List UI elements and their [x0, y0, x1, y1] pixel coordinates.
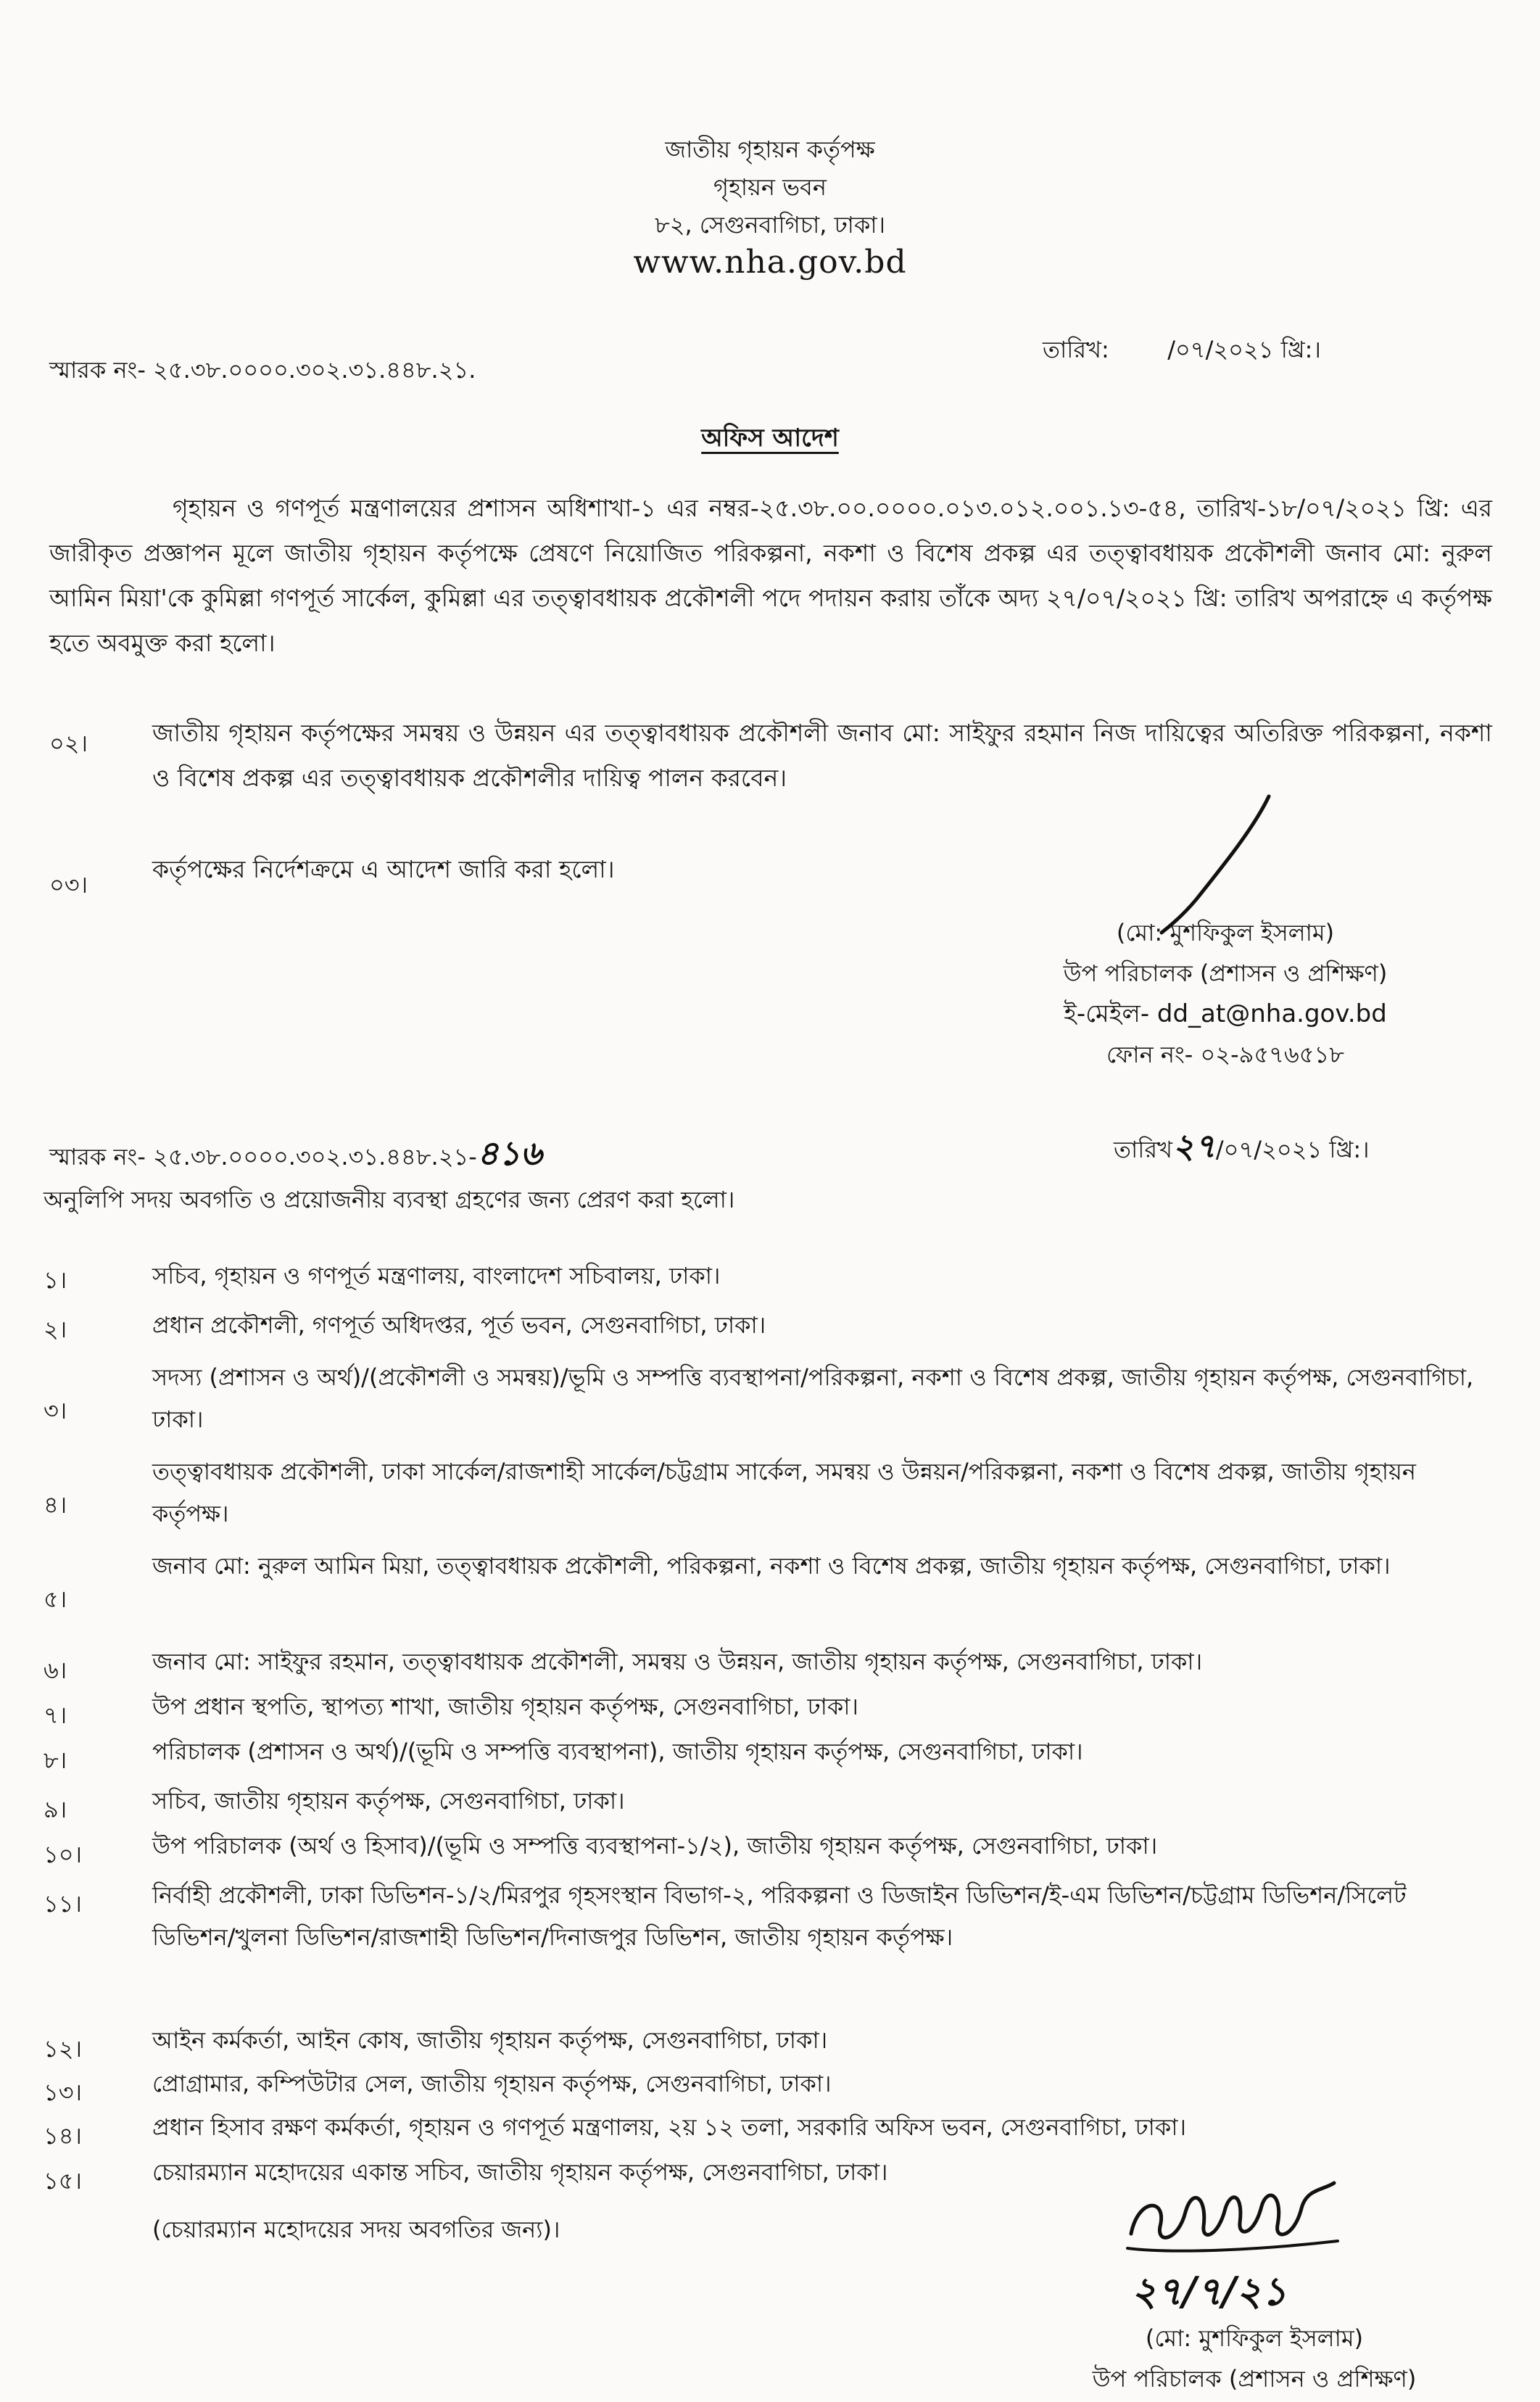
- paragraph-2-number: ০২।: [49, 730, 88, 757]
- document-title: [0, 419, 1540, 461]
- memo-2-date-value: /০৭/২০২১ খ্রি:।: [1215, 1136, 1370, 1163]
- memo-2-ref-number: স্মারক নং- ২৫.৩৮.০০০০.৩০২.৩১.৪৪৮.২১-: [49, 1143, 477, 1171]
- memo-ref-number: স্মারক নং- ২৫.৩৮.০০০০.৩০২.৩১.৪৪৮.২১.: [49, 356, 476, 384]
- memo-2-ref: [49, 1134, 542, 1173]
- memo-2-handwritten-day: ২৭: [1172, 1126, 1216, 1165]
- paragraph-3-number: ০৩।: [49, 871, 88, 899]
- org-address: ৮২, সেগুনবাগিচা, ঢাকা।: [654, 211, 886, 239]
- office-order-title: অফিস আদেশ: [701, 424, 839, 453]
- memo-2-handwritten-number: ৪১৬: [476, 1134, 542, 1173]
- memo-2-date-label: তারিখ: [1114, 1136, 1173, 1163]
- paragraph-1: গৃহায়ন ও গণপূর্ত মন্ত্রণালয়ের প্রশাসন অধিশাখা-১ এর নম্বর-২৫.৩৮.০০.০০০০.০১৩.০১২.০০১.১৩-৫৪, তারিখ-১৮/০৭/২০২১ খ্রি: এর জারীকৃত প্রজ্ঞাপন মূলে জাতীয় গৃহায়ন কর্তৃপক্ষে প্রেষণে নিয়োজিত পরিকল্পনা, নকশা ও বিশেষ প্রকল্প এর তত্ত্বাবধায়ক প্রকৌশলী জনাব মো: নুরুল আমিন মিয়া'কে কুমিল্লা গণপূর্ত সার্কেল, কুমিল্লা এর তত্ত্বাবধায়ক প্রকৌশলী পদে পদায়ন করায় তাঁকে অদ্য ২৭/০৭/২০২১ খ্রি: তারিখ অপরাহ্নে এ কর্তৃপক্ষ হতে অবমুক্ত করা হলো।: [49, 494, 1492, 657]
- document-page: জাতীয় গৃহায়ন কর্তৃপক্ষ গৃহায়ন ভবন ৮২, সেগুনবাগিচা, ঢাকা। www.nha.gov.bd স্মারক নং- ২৫.৩৮.০০০০.৩০২.৩১.৪৪৮.২১. তারিখ: /০৭/২০২১ খ্রি:। অফিস আদেশ গৃহায়ন ও গণপূর্ত মন্ত্রণালয়ের প্রশাসন অধিশাখা-১ এর নম্বর-২৫.৩৮.০০.০০০০.০১৩.০১২.০০১.১৩-৫৪, তারিখ-১৮/০৭/২০২১ খ্রি: এর জারীকৃত প্রজ্ঞাপন মূলে জাতীয় গৃহায়ন কর্তৃপক্ষে প্রেষণে নিয়োজিত পরিকল্পনা, নকশা ও বিশেষ প্রকল্প এর তত্ত্বাবধায়ক প্রকৌশলী জনাব মো: নুরুল আমিন মিয়া'কে কুমিল্লা গণপূর্ত সার্কেল, কুমিল্লা এর তত্ত্বাবধায়ক প্রকৌশলী পদে পদায়ন করায় তাঁকে অদ্য ২৭/০৭/২০২১ খ্রি: তারিখ অপরাহ্নে এ কর্তৃপক্ষ হতে অবমুক্ত করা হলো। ০২। জাতীয় গৃহায়ন কর্তৃপক্ষের সমন্বয় ও উন্নয়ন এর তত্ত্বাবধায়ক প্রকৌশলী জনাব মো: সাইফুর রহমান নিজ দায়িত্বের অতিরিক্ত পরিকল্পনা, নকশা ও বিশেষ প্রকল্প এর তত্ত্বাবধায়ক প্রকৌশলীর দায়িত্ব পালন করবেন। ০৩। কর্তৃপক্ষের নির্দেশক্রমে এ আদেশ জারি করা হলো। (মো: মুশফিকুল ইসলাম) উপ পরিচালক (প্রশাসন ও প্রশিক্ষণ) ই-মেইল- dd_at@nha.gov.bd ফোন নং- ০২-৯৫৭৬৫১৮ স্মারক নং- ২৫.৩৮.০০০০.৩০২.৩১.৪৪৮.২১-৪১৬ তারিখ২৭/০৭/২০২১ খ্রি:। অনুলিপি সদয় অবগতি ও প্রয়োজনীয় ব্যবস্থা গ্রহণের জন্য প্রেরণ করা হলো। ১। সচিব, গৃহায়ন ও গণপূর্ত মন্ত্রণালয়, বাংলাদেশ সচিবালয়, ঢাকা। ২। প্রধান প্রকৌশলী, গণপূর্ত অধিদপ্তর, পূর্ত ভবন, সেগুনবাগিচা, ঢাকা। ৩। সদস্য (প্রশাসন ও অর্থ)/(প্রকৌশলী ও সমন্বয়)/ভূমি ও সম্পত্তি ব্যবস্থাপনা/পরিকল্পনা, নকশা ও বিশেষ প্রকল্প, জাতীয় গৃহায়ন কর্তৃপক্ষ, সেগুনবাগিচা, ঢাকা। ৪। তত্ত্বাবধায়ক প্রকৌশলী, ঢাকা সার্কেল/রাজশাহী সার্কেল/চট্টগ্রাম সার্কেল, সমন্বয় ও উন্নয়ন/পরিকল্পনা, নকশা ও বিশেষ প্রকল্প, জাতীয় গৃহায়ন কর্তৃপক্ষ। ৫। জনাব মো: নুরুল আমিন মিয়া, তত্ত্বাবধায়ক প্রকৌশলী, পরিকল্পনা, নকশা ও বিশেষ প্রকল্প, জাতীয় গৃহায়ন কর্তৃপক্ষ, সেগুনবাগিচা, ঢাকা। ৬। জনাব মো: সাইফুর রহমান, তত্ত্বাবধায়ক প্রকৌশলী, সমন্বয় ও উন্নয়ন, জাতীয় গৃহায়ন কর্তৃপক্ষ, সেগুনবাগিচা, ঢাকা। ৭। উপ প্রধান স্থপতি, স্থাপত্য শাখা, জাতীয় গৃহায়ন কর্তৃপক্ষ, সেগুনবাগিচা, ঢাকা। ৮। পরিচালক (প্রশাসন ও অর্থ)/(ভূমি ও সম্পত্তি ব্যবস্থাপনা), জাতীয় গৃহায়ন কর্তৃপক্ষ, সেগুনবাগিচা, ঢাকা। ৯। সচিব, জাতীয় গৃহায়ন কর্তৃপক্ষ, সেগুনবাগিচা, ঢাকা। ১০। উপ পরিচালক (অর্থ ও হিসাব)/(ভূমি ও সম্পত্তি ব্যবস্থাপনা-১/২), জাতীয় গৃহায়ন কর্তৃপক্ষ, সেগুনবাগিচা, ঢাকা। ১১। নির্বাহী প্রকৌশলী, ঢাকা ডিভিশন-১/২/মিরপুর গৃহসংস্থান বিভাগ-২, পরিকল্পনা ও ডিজাইন ডিভিশন/ই-এম ডিভিশন/চট্টগ্রাম ডিভিশন/সিলেট ডিভিশন/খুলনা ডিভিশন/রাজশাহী ডিভিশন/দিনাজপুর ডিভিশন, জাতীয় গৃহায়ন কর্তৃপক্ষ। ১২। আইন কর্মকর্তা, আইন কোষ, জাতীয় গৃহায়ন কর্তৃপক্ষ, সেগুনবাগিচা, ঢাকা। ১৩। প্রোগ্রামার, কম্পিউটার সেল, জাতীয় গৃহায়ন কর্তৃপক্ষ, সেগুনবাগিচা, ঢাকা। ১৪। প্রধান হিসাব রক্ষণ কর্মকর্তা, গৃহায়ন ও গণপূর্ত মন্ত্রণালয়, ২য় ১২ তলা, সরকারি অফিস ভবন, সেগুনবাগিচা, ঢাকা। ১৫। চেয়ারম্যান মহোদয়ের একান্ত সচিব, জাতীয় গৃহায়ন কর্তৃপক্ষ, সেগুনবাগিচা, ঢাকা। (চেয়ারম্যান মহোদয়ের সদয় অবগতির জন্য)। ২৭/৭/২১ (মো: মুশফিকুল ইসলাম) উপ পরিচালক (প্রশাসন ও প্রশিক্ষণ): [0, 0, 1540, 2402]
- signatory-phone: ফোন নং- ০২-৯৫৭৬৫১৮: [1106, 1041, 1345, 1068]
- letterhead: [0, 131, 1540, 281]
- memo-2-date: [1114, 1126, 1520, 1165]
- website-url: www.nha.gov.bd: [633, 244, 907, 281]
- building-name: গৃহায়ন ভবন: [713, 173, 827, 201]
- signature-block-1: [972, 912, 1479, 1075]
- signatory-designation: উপ পরিচালক (প্রশাসন ও প্রশিক্ষণ): [1063, 959, 1388, 987]
- date-label: তারিখ:: [1043, 336, 1109, 363]
- signatory-email: ই-মেইল- dd_at@nha.gov.bd: [1064, 999, 1387, 1028]
- signature-scribble: [1117, 2168, 1349, 2270]
- memo-date: [1043, 335, 1492, 364]
- copy-note: (চেয়ারম্যান মহোদয়ের সদয় অবগতির জন্য)।: [152, 2216, 560, 2243]
- signatory-name: (মো: মুশফিকুল ইসলাম): [1116, 919, 1335, 946]
- signature-handwritten-date: ২৭/৭/২১: [1131, 2268, 1287, 2314]
- date-value: /০৭/২০২১ খ্রি:।: [1167, 336, 1321, 363]
- paragraph-2: জাতীয় গৃহায়ন কর্তৃপক্ষের সমন্বয় ও উন্নয়ন এর তত্ত্বাবধায়ক প্রকৌশলী জনাব মো: সাইফুর রহমান নিজ দায়িত্বের অতিরিক্ত পরিকল্পনা, নকশা ও বিশেষ প্রকল্প এর তত্ত্বাবধায়ক প্রকৌশলীর দায়িত্ব পালন করবেন।: [152, 719, 1492, 792]
- org-name: জাতীয় গৃহায়ন কর্তৃপক্ষ: [665, 136, 875, 163]
- paragraph-3: কর্তৃপক্ষের নির্দেশক্রমে এ আদেশ জারি করা হলো।: [152, 855, 615, 883]
- signatory-2-name: (মো: মুশফিকুল ইসলাম): [1145, 2324, 1364, 2352]
- signature-block-2: [1001, 2318, 1508, 2399]
- copy-intro: অনুলিপি সদয় অবগতি ও প্রয়োজনীয় ব্যবস্থা গ্রহণের জন্য প্রেরণ করা হলো।: [44, 1186, 735, 1213]
- signatory-2-designation: উপ পরিচালক (প্রশাসন ও প্রশিক্ষণ): [1092, 2365, 1417, 2393]
